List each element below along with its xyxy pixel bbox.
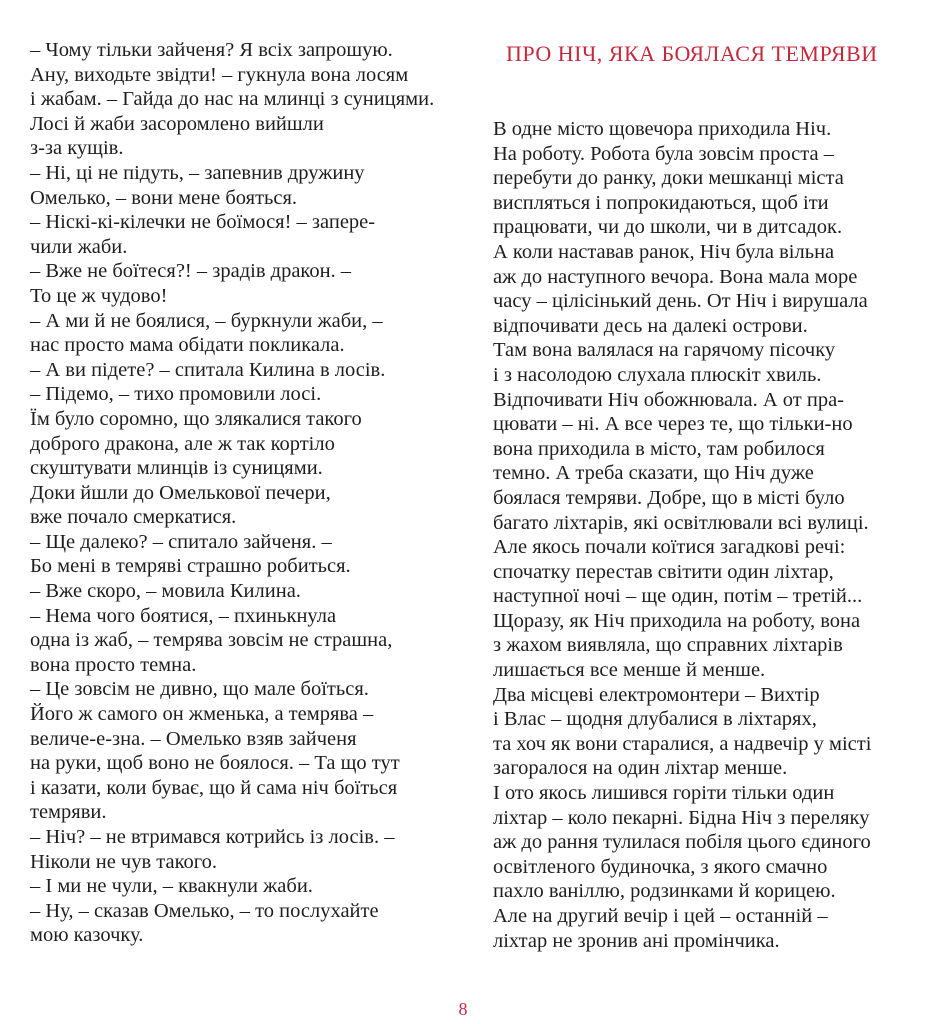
text-line: Доки йшли до Омелькової печери, <box>30 481 331 504</box>
right-text-column <box>493 117 871 953</box>
text-line: і Влас – щодня длубалися в ліхтарях, <box>493 708 817 731</box>
text-line: виспляться і попрокидаються, щоб іти <box>493 191 829 214</box>
text-line: – Нема чого боятися, – пхинькнула <box>30 604 337 627</box>
left-text-column <box>30 38 434 948</box>
text-line: На роботу. Робота була зовсім проста – <box>493 142 834 165</box>
text-line: – Ні, ці не підуть, – запевнив дружину <box>30 161 365 184</box>
text-line: ліхтар не зронив ані промінчика. <box>493 929 780 952</box>
text-line: Щоразу, як Ніч приходила на роботу, вона <box>493 609 861 632</box>
text-line: Відпочивати Ніч обожнювала. А от пра- <box>493 388 845 411</box>
text-line: – Підемо, – тихо промовили лосі. <box>30 383 322 406</box>
text-line: вона просто темна. <box>30 653 197 676</box>
text-line: перебути до ранку, доки мешканці міста <box>493 167 844 190</box>
text-line: – І ми не чули, – квакнули жаби. <box>30 875 313 898</box>
text-line: доброго дракона, але ж так кортіло <box>30 432 335 455</box>
text-line: – А ми й не боялися, – буркнули жаби, – <box>30 309 383 332</box>
text-line: Але якось почали коїтися загадкові речі: <box>493 536 846 559</box>
text-line: темно. А треба сказати, що Ніч дуже <box>493 462 814 485</box>
page-number: 8 <box>458 999 468 1019</box>
text-line: Два місцеві електромонтери – Вихтір <box>493 683 820 706</box>
text-line: та хоч як вони старалися, а надвечір у місті <box>493 732 872 755</box>
text-line: з-за кущів. <box>30 137 124 160</box>
text-line: відпочивати десь на далекі острови. <box>493 314 808 337</box>
text-line: на руки, щоб воно не боялося. – Та що тут <box>30 752 400 775</box>
text-line: Там вона валялася на гарячому пісочку <box>493 339 836 362</box>
text-line: – Вже скоро, – мовила Килина. <box>30 580 301 603</box>
text-line: спочатку перестав світити один ліхтар, <box>493 560 834 583</box>
text-line: Омелько, – вони мене бояться. <box>30 186 298 209</box>
text-line: з жахом виявляла, що справних ліхтарів <box>493 634 843 657</box>
text-line: аж до наступного вечора. Вона мала море <box>493 265 858 288</box>
text-line: і жабам. – Гайда до нас на млинці з суницями. <box>30 88 435 111</box>
text-line: і казати, коли буває, що й сама ніч боїться <box>30 776 398 799</box>
text-line: вже почало смеркатися. <box>30 506 237 529</box>
text-line: працювати, чи до школи, чи в дитсадок. <box>493 216 843 239</box>
text-line: темряви. <box>30 801 107 824</box>
text-line: Їм було соромно, що злякалися такого <box>30 407 362 430</box>
text-line: вона приходила в місто, там робилося <box>493 437 825 460</box>
text-line: мою казочку. <box>30 924 144 947</box>
text-line: аж до рання тулилася побіля цього єдиного <box>493 831 871 854</box>
text-line: – Вже не боїтеся?! – зрадів дракон. – <box>30 260 352 283</box>
text-line: Але на другий вечір і цей – останній – <box>493 905 828 927</box>
text-line: – А ви підете? – спитала Килина в лосів. <box>30 358 386 381</box>
text-line: ліхтар – коло пекарні. Бідна Ніч з переляку <box>493 806 870 829</box>
text-line: загоралося на один ліхтар менше. <box>493 757 788 780</box>
text-line: – Чому тільки зайченя? Я всіх запрошую. <box>30 39 393 61</box>
text-line: лишається все менше й менше. <box>493 659 766 682</box>
text-line: Його ж самого он жменька, а темрява – <box>30 703 374 726</box>
text-line: боялася темряви. Добре, що в місті було <box>493 486 845 509</box>
text-line: багато ліхтарів, які освітлювали всі вулиці. <box>493 511 869 534</box>
text-line: величе-е-зна. – Омелько взяв зайченя <box>30 727 357 750</box>
text-line: чили жаби. <box>30 235 128 258</box>
text-line: і з насолодою слухала плюскіт хвиль. <box>493 363 822 386</box>
text-line: – Ніч? – не втримався котрийсь із лосів. – <box>30 826 395 848</box>
text-line: В одне місто щовечора приходила Ніч. <box>493 118 832 140</box>
text-line: часу – цілісінький день. От Ніч і вирушала <box>493 290 868 313</box>
text-line: Лосі й жаби засоромлено вийшли <box>30 112 324 135</box>
text-line: Ніколи не чув такого. <box>30 850 218 873</box>
text-line: Ану, виходьте звідти! – гукнула вона лосям <box>30 63 409 86</box>
text-line: освітленого будиночка, з якого смачно <box>493 855 828 878</box>
text-line: одна із жаб, – темрява зовсім не страшна, <box>30 629 393 652</box>
text-line: А коли наставав ранок, Ніч була вільна <box>493 240 835 263</box>
text-line: То це ж чудово! <box>30 284 168 307</box>
text-line: – Ну, – сказав Омелько, – то послухайте <box>30 899 379 922</box>
text-line: – Це зовсім не дивно, що мале боїться. <box>30 678 369 701</box>
text-line: – Ще далеко? – спитало зайченя. – <box>30 530 332 553</box>
chapter-title: ПРО НІЧ, ЯКА БОЯЛАСЯ ТЕМРЯВИ <box>506 41 878 66</box>
text-line: пахло ваніллю, родзинками й корицею. <box>493 880 836 903</box>
text-line: цювати – ні. А все через те, що тільки-но <box>493 413 853 436</box>
text-line: наступної ночі – ще один, потім – третій... <box>493 585 863 608</box>
text-line: скуштувати млинців із суницями. <box>30 457 323 480</box>
text-line: Бо мені в темряві страшно робиться. <box>30 555 351 578</box>
text-line: І ото якось лишився горіти тільки один <box>493 782 835 805</box>
text-line: нас просто мама обідати покликала. <box>30 334 345 357</box>
text-line: – Ніскі-кі-кілечки не боїмося! – запере- <box>30 211 376 234</box>
